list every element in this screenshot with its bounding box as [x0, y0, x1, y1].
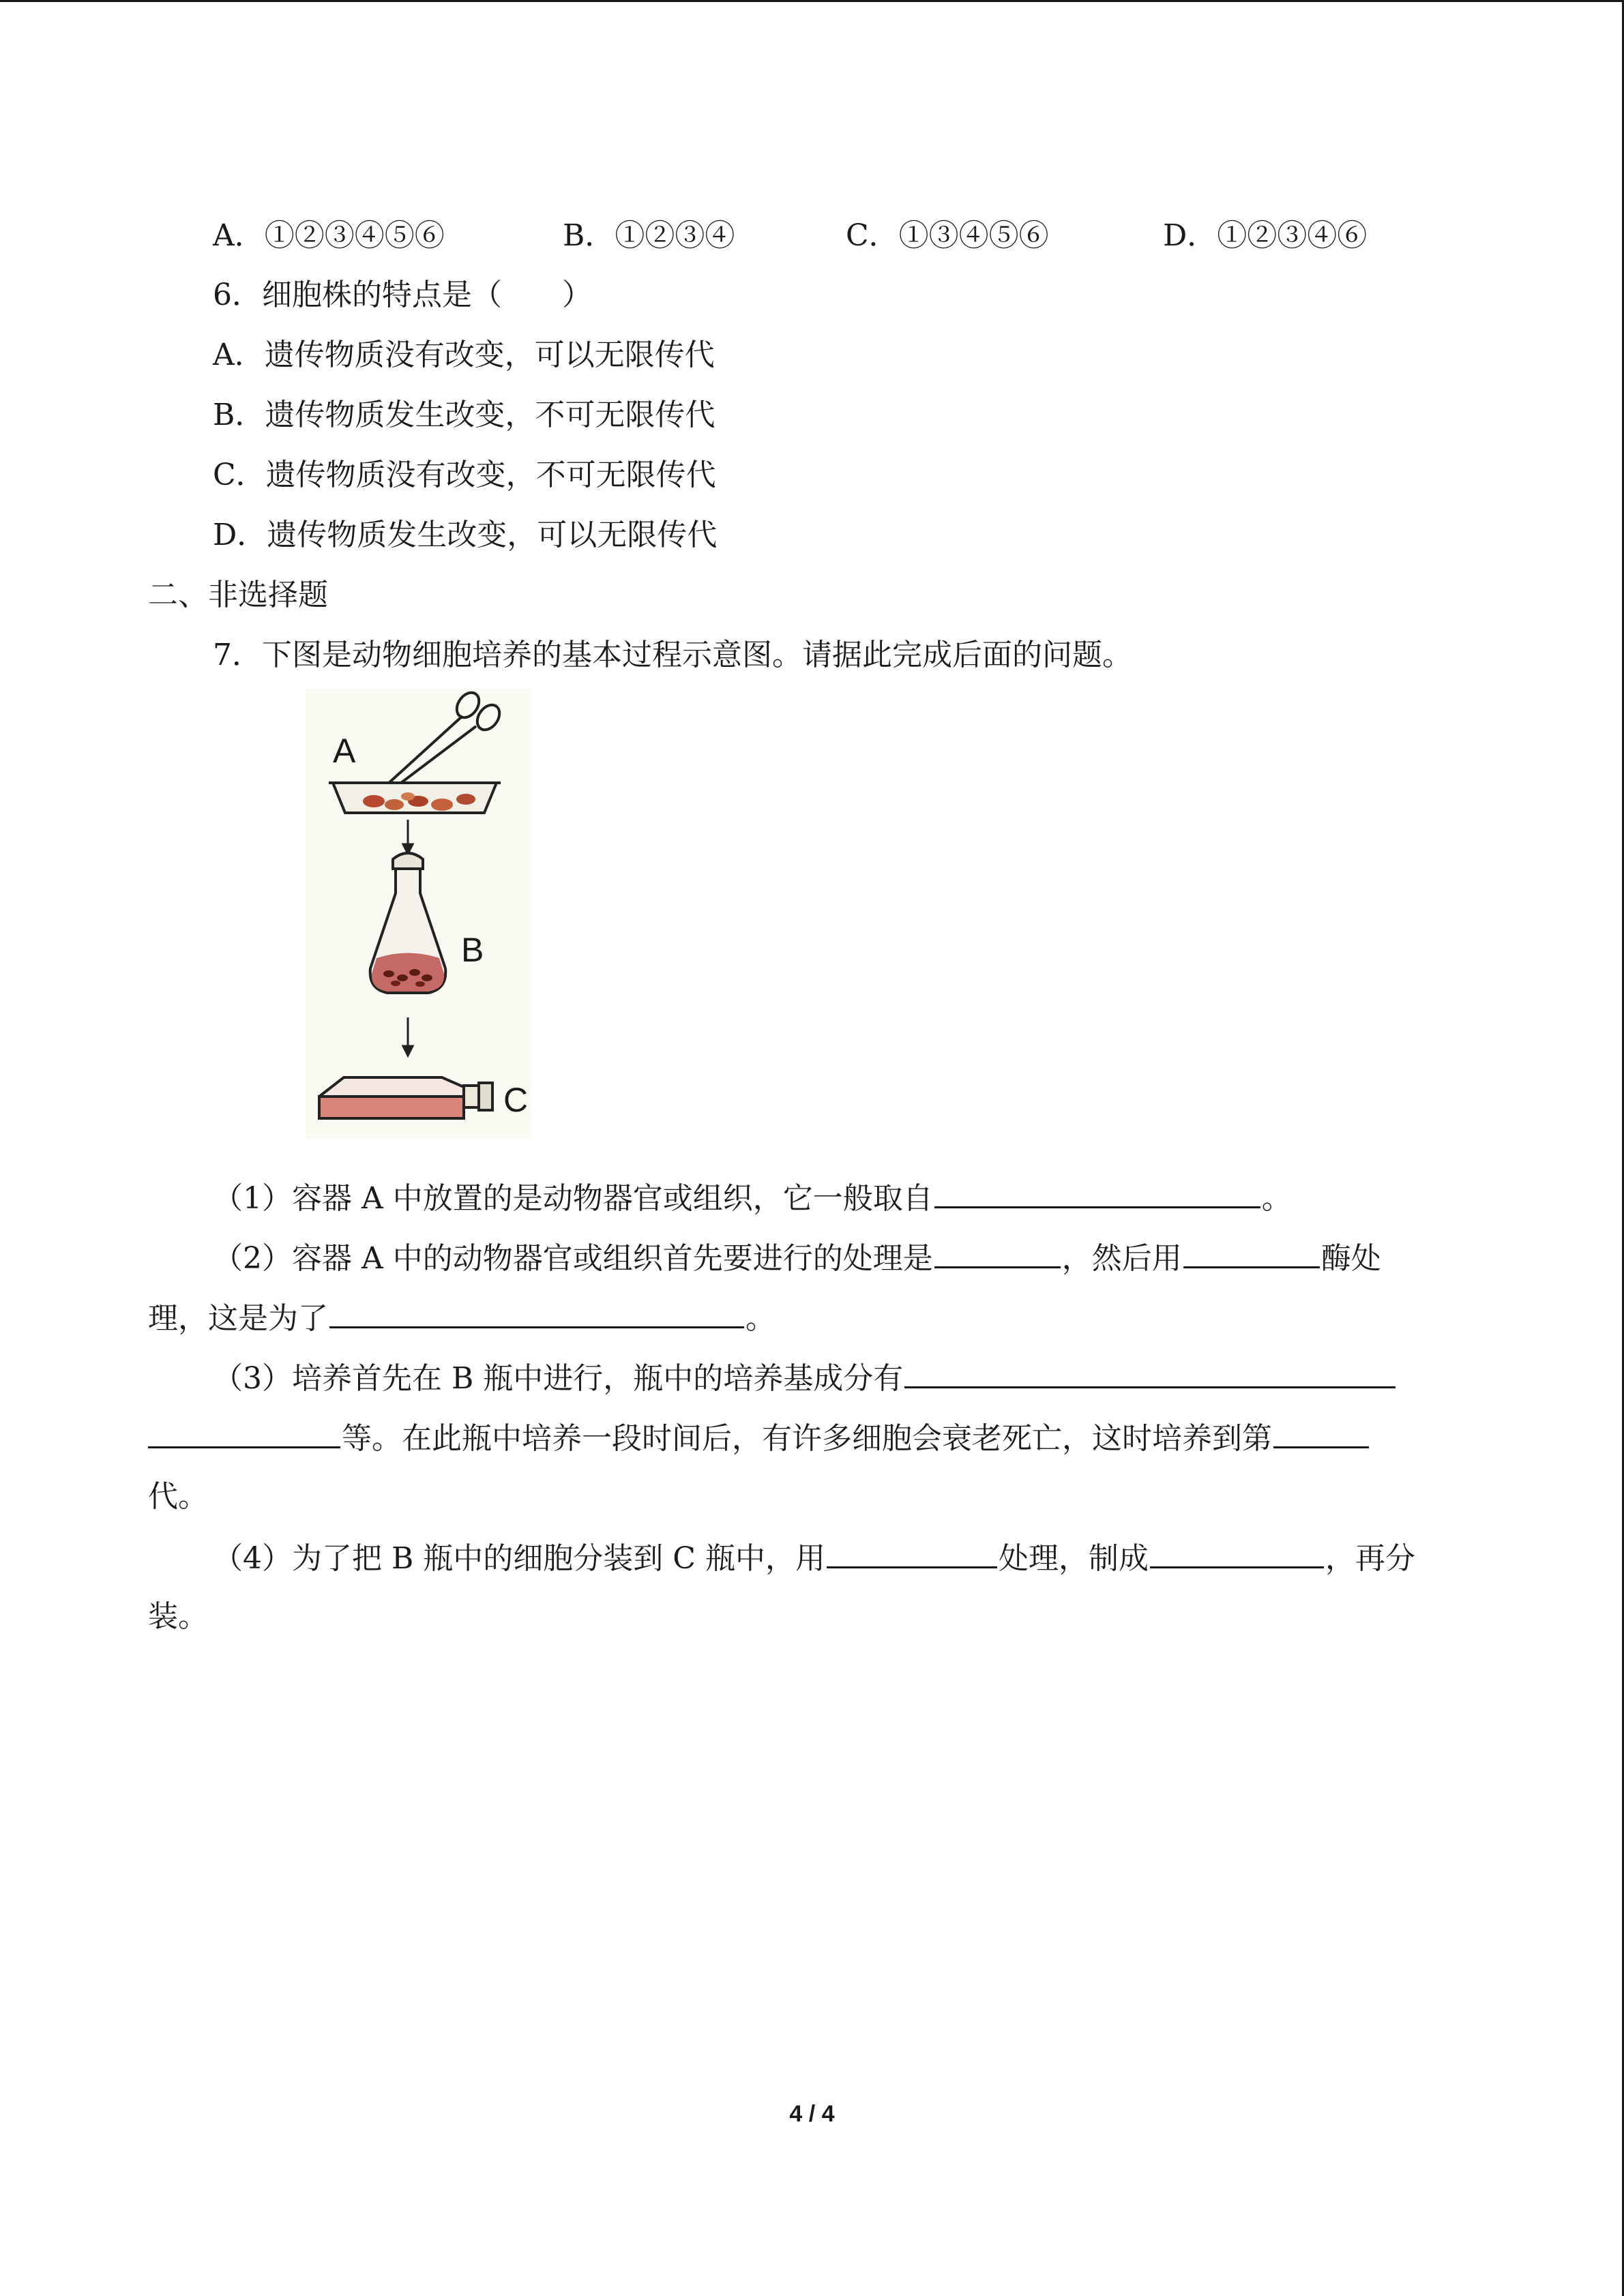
- petri-dish-icon: [329, 783, 501, 813]
- q6-option-b: B．遗传物质发生改变，不可无限传代: [213, 398, 715, 432]
- q6-option-a: A．遗传物质没有改变，可以无限传代: [213, 338, 715, 372]
- page-border-top: [0, 0, 1624, 2]
- q6-stem: 6．细胞株的特点是（ ）: [213, 278, 592, 312]
- q7-part4-text: （4）为了把 B 瓶中的细胞分装到 C 瓶中，用: [213, 1541, 825, 1576]
- q7-part3-line1: [213, 1356, 1397, 1399]
- q7-part4-text: 处理，制成: [998, 1541, 1149, 1576]
- answer-blank[interactable]: [1150, 1536, 1324, 1568]
- answer-blank[interactable]: [904, 1356, 1396, 1388]
- q7-part1-text: （1）容器 A 中放置的是动物器官或组织，它一般取自: [213, 1181, 933, 1216]
- q7-part1-end: 。: [1261, 1181, 1292, 1216]
- q5-option-a: A．①②③④⑤⑥: [213, 218, 445, 253]
- q7-part2-end: 。: [745, 1301, 776, 1336]
- answer-blank[interactable]: [934, 1236, 1061, 1268]
- page-number: 4 / 4: [789, 2101, 835, 2127]
- q7-part4-line2: 装。: [148, 1599, 208, 1634]
- q7-part2-text: ，然后用: [1061, 1241, 1182, 1276]
- answer-blank[interactable]: [827, 1536, 997, 1568]
- q7-part2-text: 理，这是为了: [148, 1301, 328, 1336]
- q7-part3-line2: [148, 1416, 1370, 1459]
- q7-part3-text: （3）培养首先在 B 瓶中进行，瓶中的培养基成分有: [213, 1361, 904, 1396]
- figure-label-b: B: [461, 931, 484, 969]
- q7-part2-text: （2）容器 A 中的动物器官或组织首先要进行的处理是: [213, 1241, 933, 1276]
- section-title: 二、非选择题: [148, 578, 328, 612]
- q7-part2-text: 酶处: [1320, 1241, 1381, 1276]
- answer-blank[interactable]: [934, 1176, 1260, 1208]
- figure-label-a: A: [333, 732, 356, 770]
- q7-part4-text: ，再分: [1325, 1541, 1415, 1576]
- figure-label-c: C: [503, 1081, 529, 1119]
- q7-part2-line2: [148, 1296, 776, 1339]
- q7-part4-line1: [213, 1536, 1415, 1579]
- answer-blank[interactable]: [1183, 1236, 1320, 1268]
- q6-option-d: D．遗传物质发生改变，可以无限传代: [213, 518, 718, 552]
- q7-part2-line1: [213, 1236, 1381, 1279]
- answer-blank[interactable]: [1273, 1416, 1369, 1448]
- cell-culture-figure: [306, 689, 531, 1139]
- answer-blank[interactable]: [148, 1416, 340, 1448]
- q5-option-d: D．①②③④⑥: [1163, 218, 1368, 253]
- q7-stem: 7．下图是动物细胞培养的基本过程示意图。请据此完成后面的问题。: [213, 638, 1132, 672]
- q5-option-c: C．①③④⑤⑥: [846, 218, 1049, 253]
- q7-part1: [213, 1176, 1292, 1219]
- q5-option-b: B．①②③④: [563, 218, 735, 253]
- q6-option-c: C．遗传物质没有改变，不可无限传代: [213, 458, 716, 492]
- answer-blank[interactable]: [329, 1296, 744, 1328]
- q7-part3-text: 等。在此瓶中培养一段时间后，有许多细胞会衰老死亡，这时培养到第: [342, 1421, 1272, 1456]
- q7-part3-line3: 代。: [148, 1479, 208, 1514]
